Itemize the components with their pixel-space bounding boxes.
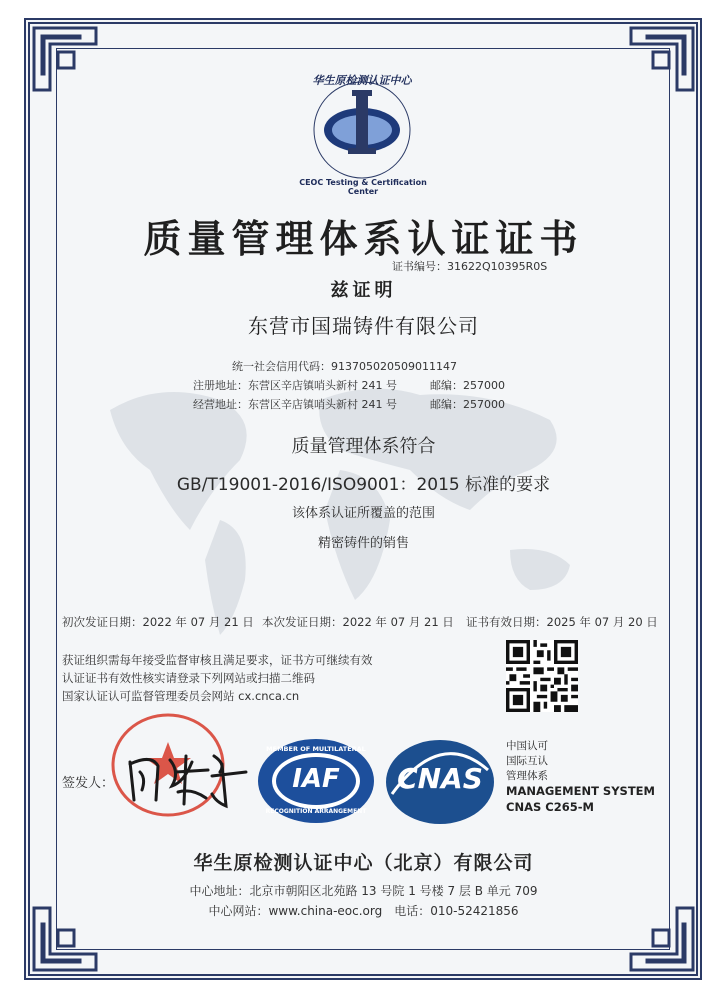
note-line-3: 国家认证认可监督管理委员会网站 cx.cnca.cn bbox=[62, 689, 300, 703]
operating-postcode: 邮编：257000 bbox=[430, 398, 505, 411]
cnas-line-1: 中国认可 bbox=[506, 740, 548, 752]
verification-qr-code[interactable] bbox=[506, 640, 578, 712]
note-line-2: 认证证书有效性核实请登录下列网站或扫描二维码 bbox=[62, 671, 315, 685]
cnas-line-3: 管理体系 bbox=[506, 770, 548, 782]
organization-address: 中心地址：北京市朝阳区北苑路 13 号院 1 号楼 7 层 B 单元 709 bbox=[189, 884, 538, 898]
company-name: 东营市国瑞铸件有限公司 bbox=[248, 314, 479, 338]
scope-label: 该体系认证所覆盖的范围 bbox=[291, 506, 435, 521]
conformity-heading: 质量管理体系符合 bbox=[291, 436, 436, 457]
registered-postcode: 邮编：257000 bbox=[430, 379, 505, 392]
logo-bottom-text: CEOC Testing & Certification Center bbox=[299, 178, 427, 196]
cnas-english-1: MANAGEMENT SYSTEM bbox=[506, 784, 655, 798]
world-map-watermark bbox=[70, 350, 630, 650]
corner-ornament-top-left bbox=[30, 24, 100, 94]
cnas-line-2: 国际互认 bbox=[506, 755, 548, 767]
current-issue-date: 本次发证日期：2022 年 07 月 21 日 bbox=[262, 615, 454, 629]
iaf-ring-bottom: RECOGNITION ARRANGEMENT bbox=[265, 808, 367, 815]
cnas-english-2: CNAS C265-M bbox=[506, 800, 594, 814]
expiry-date: 证书有效日期：2025 年 07 月 20 日 bbox=[466, 615, 658, 629]
issuing-organization: 华生原检测认证中心（北京）有限公司 bbox=[193, 852, 534, 874]
note-line-1: 获证组织需每年接受监督审核且满足要求，证书方可继续有效 bbox=[62, 653, 373, 667]
certify-heading: 兹证明 bbox=[330, 280, 397, 301]
operating-address: 经营地址：东营区辛店镇哨头新村 241 号 bbox=[193, 398, 397, 411]
scope-text: 精密铸件的销售 bbox=[317, 536, 409, 551]
standard-text: GB/T19001-2016/ISO9001：2015 标准的要求 bbox=[176, 475, 551, 495]
iaf-ring-top: MEMBER OF MULTILATERAL bbox=[266, 745, 366, 753]
credit-code: 统一社会信用代码：913705020509011147 bbox=[232, 360, 457, 373]
registered-address: 注册地址：东营区辛店镇哨头新村 241 号 bbox=[193, 379, 397, 392]
handwritten-signature bbox=[122, 742, 252, 812]
ceoc-logo bbox=[282, 70, 442, 190]
iaf-name: IAF bbox=[292, 764, 340, 794]
certificate-number: 证书编号：31622Q10395R0S bbox=[392, 260, 548, 273]
organization-website: 中心网站：www.china-eoc.org 电话：010-52421856 bbox=[208, 904, 519, 918]
cnas-name: CNAS bbox=[397, 762, 483, 795]
signer-label: 签发人： bbox=[62, 776, 115, 791]
initial-issue-date: 初次发证日期：2022 年 07 月 21 日 bbox=[62, 615, 254, 629]
certificate-title: 质量管理体系认证证书 bbox=[143, 216, 584, 261]
logo-top-text: 华生原检测认证中心 bbox=[312, 74, 412, 87]
corner-ornament-top-right bbox=[627, 24, 697, 94]
